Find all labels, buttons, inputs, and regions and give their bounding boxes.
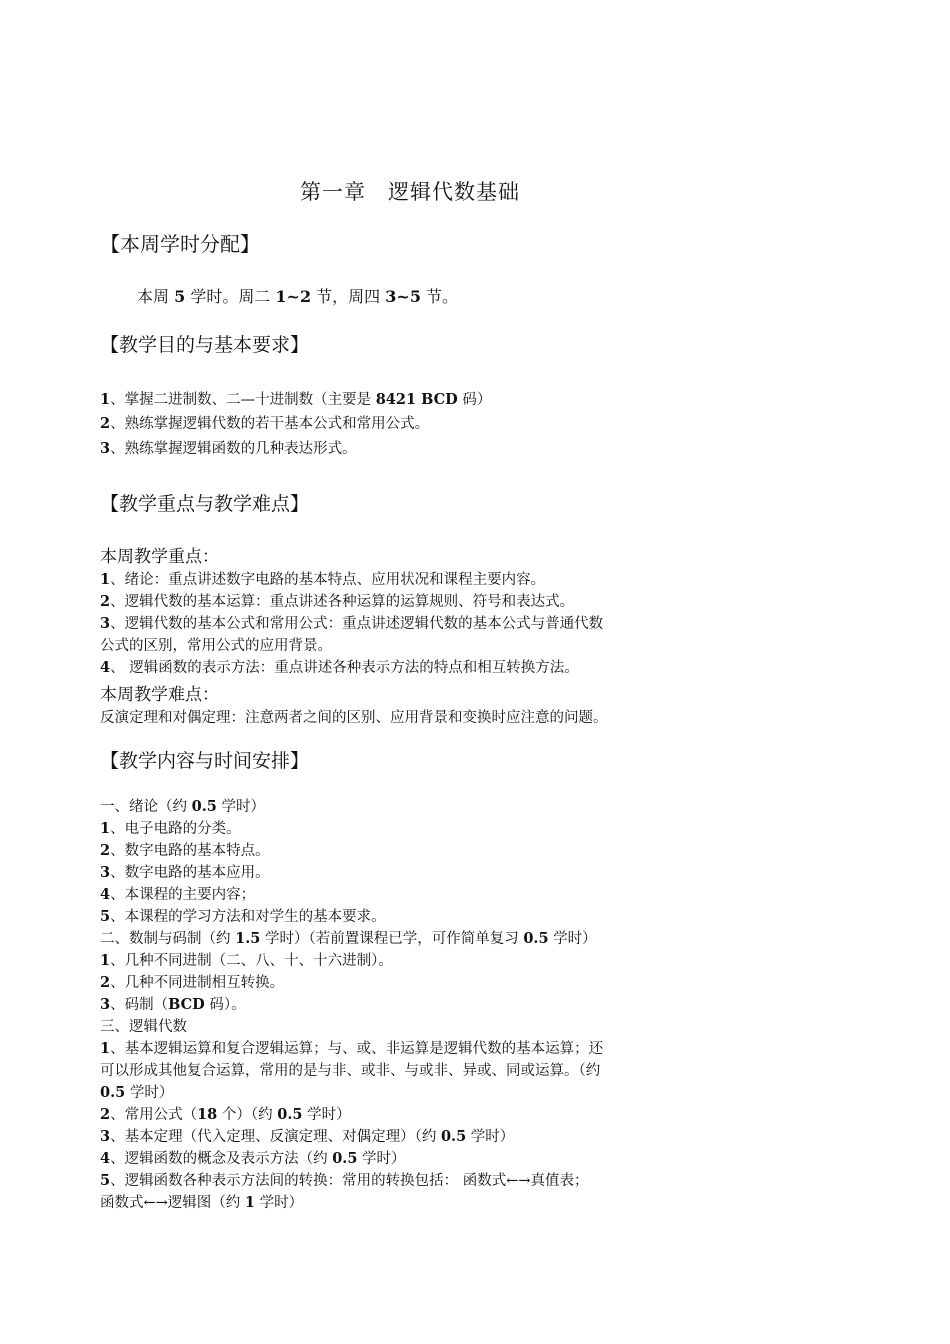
text-run: 、电子电路的分类。	[110, 821, 241, 837]
schedule-line	[100, 971, 284, 992]
bold-text: 2	[100, 415, 111, 432]
bold-text: 1	[100, 1040, 111, 1057]
key-point-line	[100, 612, 603, 633]
schedule-line	[100, 1037, 603, 1058]
bold-text: 3	[100, 1128, 111, 1145]
hours-line	[137, 284, 458, 307]
text-run: 、熟练掌握逻辑函数的几种表达形式。	[110, 441, 357, 457]
key-point-line	[100, 568, 545, 589]
schedule-line	[100, 795, 265, 816]
text-run: 学时）	[466, 1129, 515, 1145]
bold-text: BCD	[168, 996, 205, 1013]
bold-text: 1.5	[235, 930, 261, 947]
text-run: 学时）（若前置课程已学，可作简单复习	[260, 931, 524, 947]
bold-text: 4	[100, 886, 111, 903]
key-point-line	[100, 634, 332, 655]
text-run: 、常用公式（	[110, 1107, 198, 1123]
text-run: 、逻辑代数的基本公式和常用公式：重点讲述逻辑代数的基本公式与普通代数	[110, 616, 604, 632]
bold-text: 2	[100, 842, 111, 859]
schedule-line	[100, 1169, 589, 1190]
schedule-line	[100, 905, 386, 926]
bold-text: 4	[100, 1150, 111, 1167]
bold-text: 0.5	[523, 930, 549, 947]
text-run: 学时）	[548, 931, 597, 947]
text-run: 、基本逻辑运算和复合逻辑运算；与、或、非运算是逻辑代数的基本运算；还	[110, 1041, 604, 1057]
schedule-line	[100, 1191, 303, 1212]
section-heading-goals: 【教学目的与基本要求】	[100, 334, 310, 356]
text-run: 、掌握二进制数、二—十进制数（主要是	[110, 392, 376, 408]
schedule-line	[100, 1103, 351, 1124]
text-run: 、熟练掌握逻辑代数的若干基本公式和常用公式。	[110, 416, 430, 432]
bold-text: 0.5	[191, 798, 217, 815]
text-run: 三、逻辑代数	[100, 1019, 187, 1035]
text-run: 学时）	[302, 1107, 351, 1123]
schedule-line	[100, 1147, 406, 1168]
key-points-title: 本周教学重点：	[100, 547, 219, 567]
text-run: 、数字电路的基本特点。	[110, 843, 270, 859]
text-run: 本周	[137, 287, 175, 306]
schedule-line	[100, 817, 241, 838]
bold-text: 5	[100, 1172, 111, 1189]
bold-text: 0.5	[100, 1084, 126, 1101]
bold-text: 1	[100, 571, 111, 588]
schedule-line	[100, 1059, 600, 1080]
bold-text: 2	[100, 1106, 111, 1123]
bold-text: 0.5	[277, 1106, 303, 1123]
section-heading-schedule: 【教学内容与时间安排】	[100, 750, 310, 772]
text-run: 节，周四	[311, 287, 386, 306]
schedule-line	[100, 839, 270, 860]
bold-text: 0.5	[440, 1128, 467, 1145]
bold-text: 4	[100, 659, 111, 676]
bold-text: 1	[100, 952, 111, 969]
text-run: 公式的区别，常用公式的应用背景。	[100, 638, 332, 654]
text-run: 码）。	[204, 997, 246, 1013]
section-heading-hours: 【本周学时分配】	[100, 232, 260, 256]
goal-item-2	[100, 412, 429, 433]
text-run: 学时）	[255, 1195, 304, 1211]
bold-text: 3	[100, 864, 111, 881]
text-run: 函数式←→逻辑图（约	[100, 1195, 245, 1211]
bold-text: 5	[174, 287, 186, 306]
text-run: 学时）	[357, 1151, 406, 1167]
text-run: 节。	[420, 287, 459, 306]
difficulty-line	[100, 706, 608, 727]
difficulty-title: 本周教学难点：	[100, 685, 219, 705]
text-run: 、逻辑代数的基本运算：重点讲述各种运算的运算规则、符号和表达式。	[110, 594, 575, 610]
bold-text: 3~5	[385, 287, 421, 306]
chapter-number: 第一章	[300, 180, 366, 204]
bold-text: 1	[100, 820, 111, 837]
bold-text: 3	[100, 440, 111, 457]
text-run: 反演定理和对偶定理：注意两者之间的区别、应用背景和变换时应注意的问题。	[100, 710, 608, 726]
bold-text: 0.5	[332, 1150, 358, 1167]
bold-text: 8421 BCD	[375, 391, 458, 408]
text-run: 、本课程的学习方法和对学生的基本要求。	[110, 909, 386, 925]
goal-item-3	[100, 437, 357, 458]
text-run: 学时。周二	[185, 287, 276, 306]
text-run: 学时）	[216, 799, 265, 815]
text-run: 、码制（	[110, 997, 169, 1013]
goal-item-1	[100, 388, 491, 409]
text-run: 、逻辑函数的概念及表示方法（约	[110, 1151, 333, 1167]
schedule-line	[100, 1015, 187, 1036]
bold-text: 2	[100, 593, 111, 610]
text-run: 学时）	[125, 1085, 174, 1101]
text-run: 、几种不同进制（二、八、十、十六进制）。	[110, 953, 393, 969]
text-run: 个）（约	[217, 1107, 278, 1123]
text-run: 、基本定理（代入定理、反演定理、对偶定理）（约	[110, 1129, 441, 1145]
text-run: 、 逻辑函数的表示方法：重点讲述各种表示方法的特点和相互转换方法。	[110, 660, 579, 676]
text-run: 二、数制与码制（约	[100, 931, 236, 947]
section-heading-key-points: 【教学重点与教学难点】	[100, 493, 310, 515]
schedule-line	[100, 927, 597, 948]
schedule-line	[100, 993, 246, 1014]
chapter-title	[0, 176, 820, 206]
text-run: 、本课程的主要内容；	[110, 887, 256, 903]
text-run: 可以形成其他复合运算，常用的是与非、或非、与或非、异或、同或运算。（约	[100, 1063, 601, 1079]
text-run: 、数字电路的基本应用。	[110, 865, 270, 881]
text-run: 一、绪论（约	[100, 799, 192, 815]
bold-text: 18	[197, 1106, 218, 1123]
schedule-line	[100, 861, 270, 882]
schedule-line	[100, 949, 393, 970]
bold-text: 2	[100, 974, 111, 991]
bold-text: 1	[244, 1194, 256, 1211]
key-point-line	[100, 656, 579, 677]
key-point-line	[100, 590, 574, 611]
bold-text: 3	[100, 615, 111, 632]
bold-text: 1	[100, 391, 111, 408]
text-run: 、逻辑函数各种表示方法间的转换：常用的转换包括： 函数式←→真值表；	[110, 1173, 589, 1189]
bold-text: 5	[100, 908, 111, 925]
bold-text: 1~2	[275, 287, 312, 306]
text-run: 、绪论：重点讲述数字电路的基本特点、应用状况和课程主要内容。	[110, 572, 546, 588]
text-run: 码）	[457, 392, 492, 408]
text-run: 、几种不同进制相互转换。	[110, 975, 285, 991]
bold-text: 3	[100, 996, 111, 1013]
chapter-name: 逻辑代数基础	[388, 180, 520, 204]
schedule-line	[100, 1081, 173, 1102]
schedule-line	[100, 883, 255, 904]
schedule-line	[100, 1125, 514, 1146]
